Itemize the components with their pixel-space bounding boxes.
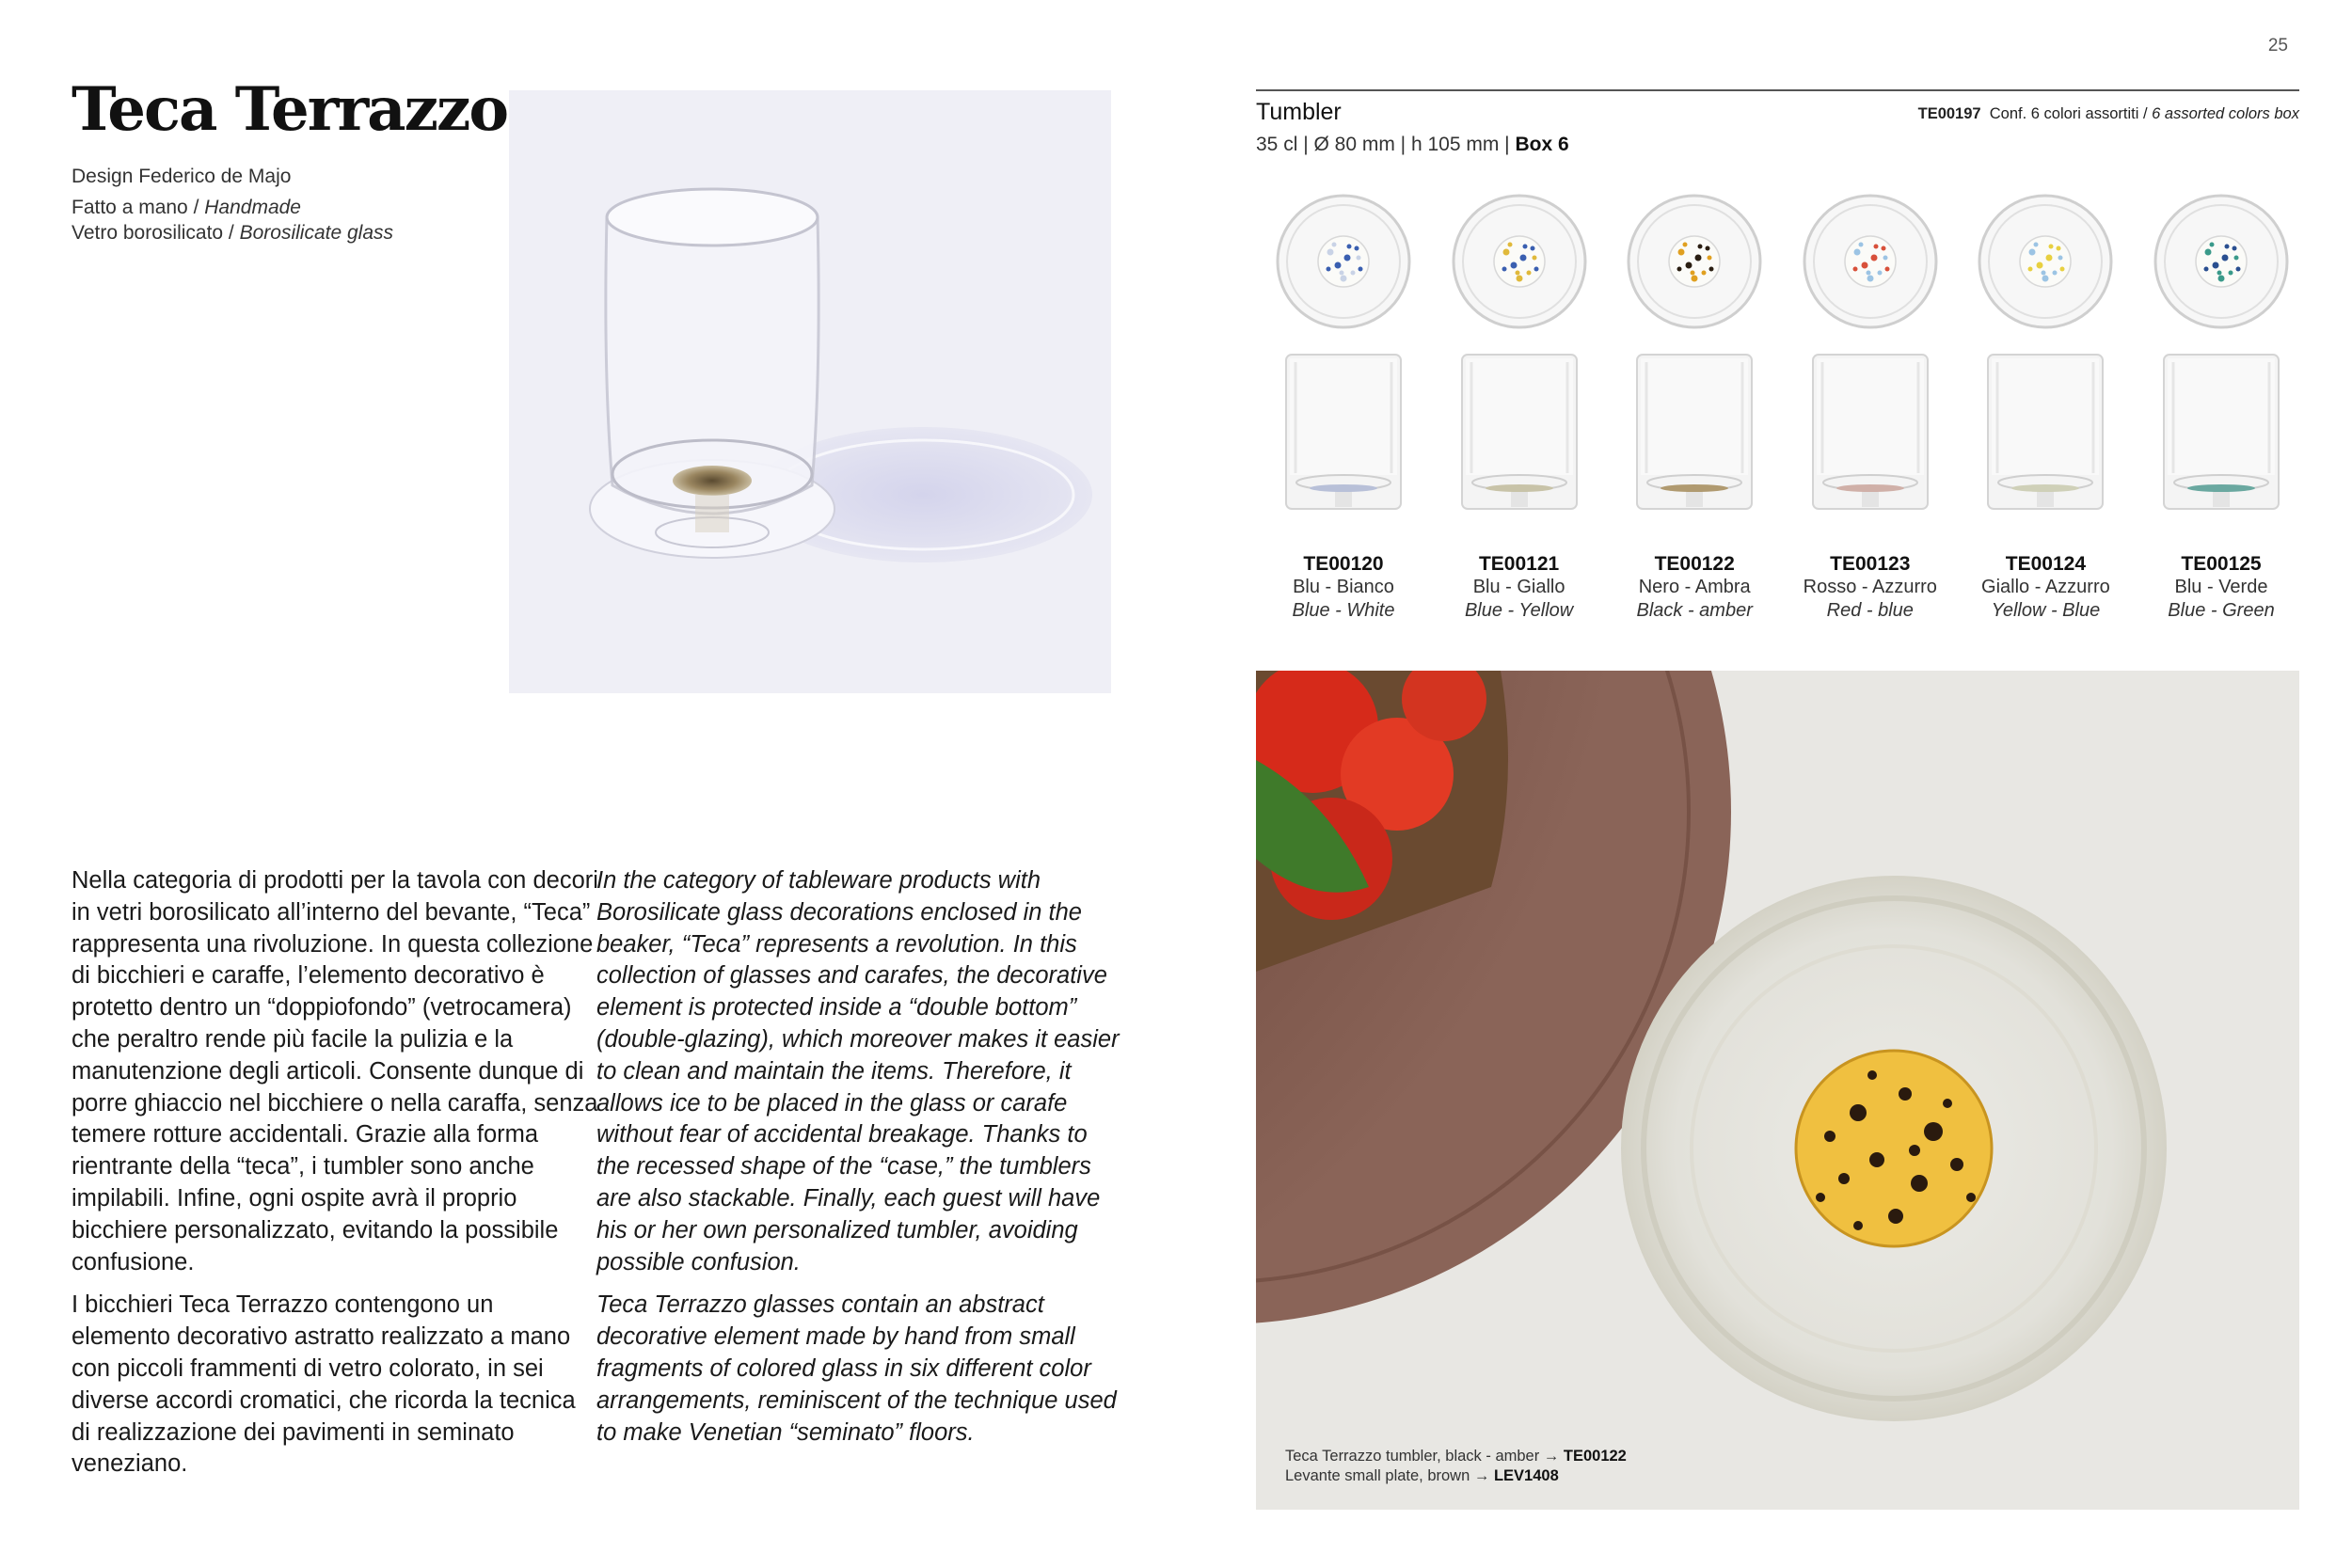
caption-code-2: LEV1408 — [1493, 1467, 1559, 1484]
hero-tumbler-photo — [509, 90, 1111, 693]
variant-color-it: Blu - Giallo — [1472, 577, 1565, 597]
tumbler-top-view — [1977, 193, 2114, 330]
variant-color-en: Red - blue — [1826, 600, 1914, 621]
variant-color-it: Giallo - Azzurro — [1981, 577, 2110, 597]
handmade-it: Fatto a mano / — [72, 197, 205, 218]
page-number: 25 — [2267, 36, 2288, 55]
variant-code: TE00121 — [1478, 553, 1560, 575]
designer-credit: Design Federico de Majo — [72, 166, 292, 187]
tumbler-side-view — [1280, 351, 1406, 516]
tumbler-side-view — [1456, 351, 1582, 516]
caption-text-2: Levante small plate, brown → — [1285, 1467, 1494, 1484]
variant-color-en: Blue - Green — [2168, 600, 2275, 621]
page-title: Teca Terrazzo — [72, 74, 507, 145]
variant-te00125 — [2134, 193, 2309, 623]
tumbler-top-view — [1626, 193, 1763, 330]
variant-te00121 — [1432, 193, 1607, 623]
body-text-italian — [72, 865, 598, 1492]
variant-code: TE00120 — [1303, 553, 1384, 575]
tumbler-top-view — [1451, 193, 1588, 330]
lifestyle-illustration — [1256, 671, 2299, 1510]
variant-color-it: Rosso - Azzurro — [1803, 577, 1937, 597]
material-it: Vetro borosilicato / — [72, 222, 240, 244]
tumbler-side-view — [1982, 351, 2108, 516]
box-qty: Box 6 — [1515, 134, 1569, 155]
body-text-english — [596, 865, 1123, 1460]
variant-color-en: Black - amber — [1636, 600, 1753, 621]
product-name: Tumbler — [1256, 99, 1342, 125]
variant-te00120 — [1256, 193, 1431, 623]
caption-line-1 — [1285, 1447, 1627, 1466]
set-desc-en: 6 assorted colors box — [2152, 105, 2299, 122]
variant-color-it: Blu - Verde — [2174, 577, 2268, 597]
hero-tumbler-illustration — [509, 90, 1111, 693]
variant-te00123 — [1783, 193, 1958, 623]
variant-color-it: Blu - Bianco — [1293, 577, 1394, 597]
caption-text-1: Teca Terrazzo tumbler, black - amber → — [1285, 1448, 1564, 1465]
variant-color-en: Blue - White — [1292, 600, 1395, 621]
handmade-line — [72, 195, 393, 220]
dims-text: 35 cl | Ø 80 mm | h 105 mm | — [1256, 134, 1516, 155]
set-desc-it: Conf. 6 colori assortiti / — [1989, 105, 2153, 122]
product-meta — [72, 164, 393, 245]
tumbler-side-view — [1807, 351, 1933, 516]
body-en-paragraph-1: In the category of tableware products with Borosilicate glass decorations enclosed in the beaker, “Teca” represents a revolution. In this collection of glasses and carafes, the decorative element is protected inside a “double bottom” (double-glazing), which moreover makes it easier to clean and maintain the items. Therefore, it allows ice to be placed in the glass or carafe without fear of accidental breakage. Thanks to the recessed shape of the “case,” the tumblers are also stackable. Finally, each guest will have his or her own personalized tumbler, avoiding possible confusion. — [596, 867, 1120, 1275]
product-dimensions — [1256, 134, 1569, 156]
caption-line-2 — [1285, 1466, 1627, 1486]
caption-code-1: TE00122 — [1563, 1448, 1627, 1465]
variant-code: TE00125 — [2181, 553, 2262, 575]
variant-color-en: Yellow - Blue — [1991, 600, 2101, 621]
tumbler-top-view — [2153, 193, 2290, 330]
set-code: TE00197 — [1917, 105, 1981, 122]
photo-caption — [1285, 1447, 1627, 1486]
variant-code: TE00124 — [2005, 553, 2086, 575]
tumbler-top-view — [1802, 193, 1939, 330]
tumbler-side-view — [1631, 351, 1757, 516]
material-en: Borosilicate glass — [239, 222, 393, 244]
material-line — [72, 220, 393, 245]
variant-code: TE00122 — [1654, 553, 1735, 575]
variant-code: TE00123 — [1830, 553, 1911, 575]
handmade-en: Handmade — [204, 197, 301, 218]
header-rule — [1256, 89, 2299, 91]
variant-te00124 — [1958, 193, 2133, 623]
tumbler-side-view — [2158, 351, 2284, 516]
lifestyle-photo — [1256, 671, 2299, 1510]
set-code-line — [1599, 105, 2299, 123]
body-en-paragraph-2: Teca Terrazzo glasses contain an abstract decorative element made by hand from small fragments of colored glass in six different color arrangements, reminiscent of the technique used to make Venetian “seminato” floors. — [596, 1291, 1117, 1446]
body-it-paragraph-1: Nella categoria di prodotti per la tavola con decori in vetri borosilicato all’interno del bevante, “Teca” rappresenta una rivoluzione. In questa collezione di bicchieri e caraffe, l’elemento decorativo è protetto dentro un “doppiofondo” (vetrocamera) che peraltro rende più facile la pulizia e la manutenzione degli articoli. Consente dunque di porre ghiaccio nel bicchiere o nella caraffa, senza temere rotture accidentali. Grazie alla forma rientrante della “teca”, i tumbler sono anche impilabili. Infine, ogni ospite avrà il proprio bicchiere personalizzato, evitando la possibile confusione. — [72, 867, 598, 1275]
variant-color-en: Blue - Yellow — [1464, 600, 1574, 621]
body-it-paragraph-2: I bicchieri Teca Terrazzo contengono un elemento decorativo astratto realizzato a mano con piccoli frammenti di vetro colorato, in sei diverse accordi cromatici, che ricorda la tecnica di realizzazione dei pavimenti in seminato veneziano. — [72, 1291, 576, 1478]
tumbler-top-view — [1275, 193, 1412, 330]
variant-te00122 — [1607, 193, 1782, 623]
variant-color-it: Nero - Ambra — [1638, 577, 1751, 597]
